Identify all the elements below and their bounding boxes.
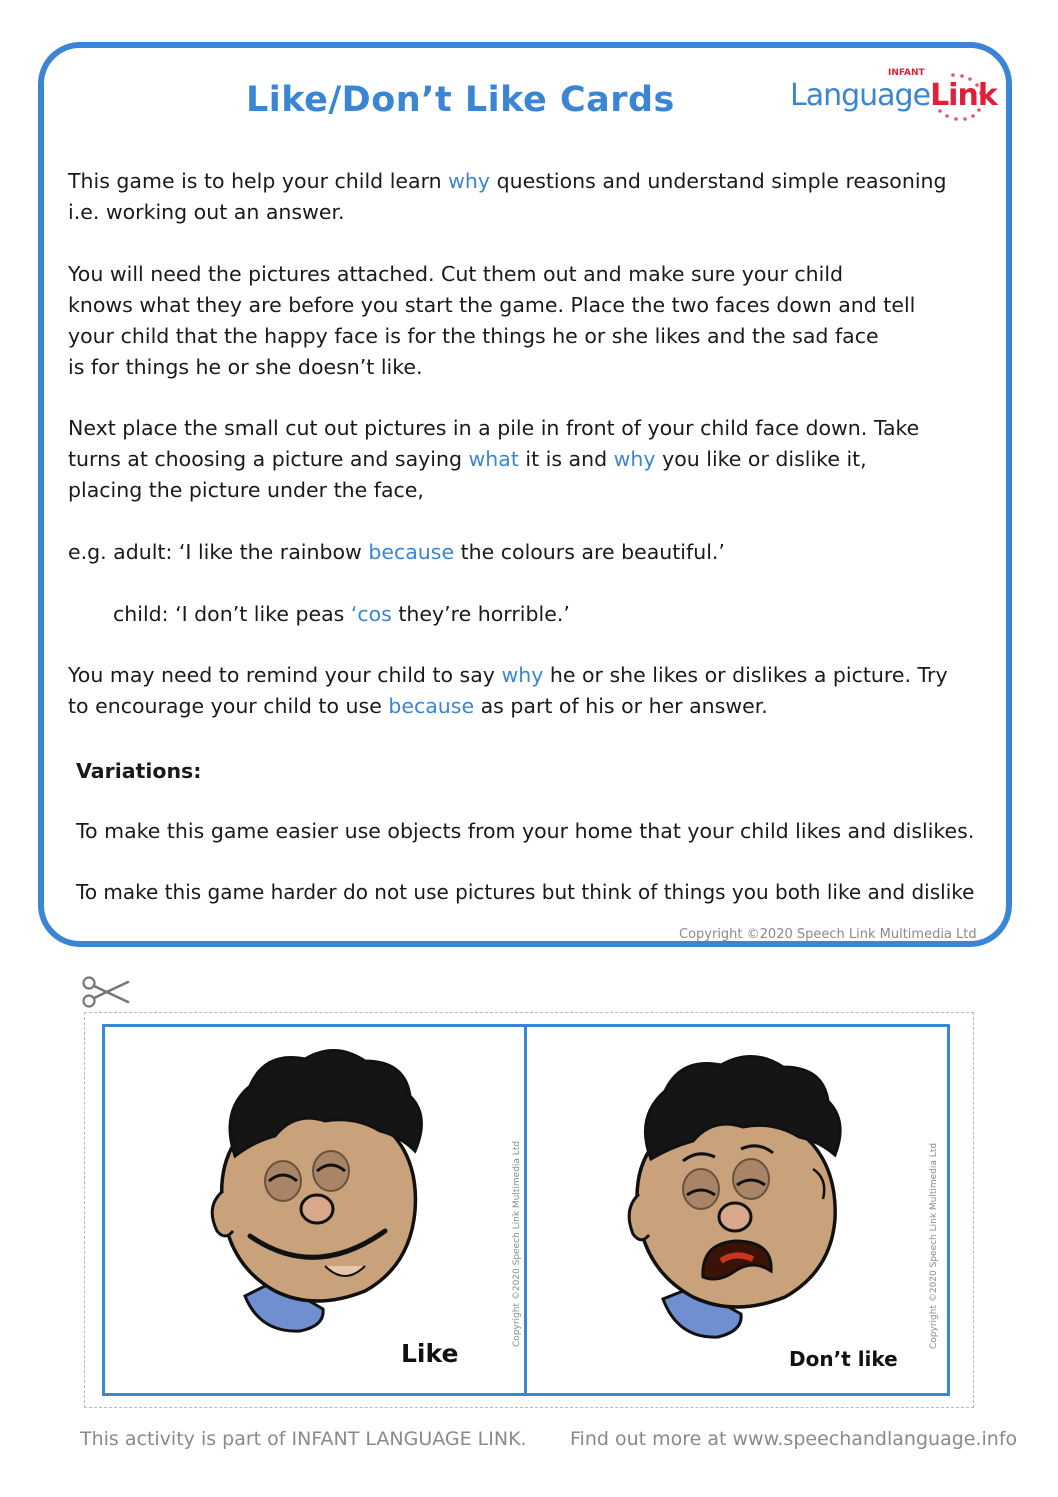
text-run: they’re horrible.’ bbox=[391, 602, 570, 626]
keyword-cos: ‘cos bbox=[350, 602, 392, 626]
text-line bbox=[68, 166, 947, 197]
text-line bbox=[68, 660, 948, 691]
text-line: placing the picture under the face, bbox=[68, 478, 424, 502]
logo-infant-text: INFANT bbox=[888, 68, 925, 78]
keyword-why: why bbox=[501, 663, 544, 687]
variations-heading bbox=[76, 756, 201, 787]
sad-face-icon bbox=[623, 1049, 853, 1353]
text-line: You will need the pictures attached. Cut them out and make sure your child bbox=[68, 262, 844, 286]
keyword-why: why bbox=[613, 447, 656, 471]
variation-easier bbox=[76, 816, 974, 847]
text-run: as part of his or her answer. bbox=[474, 694, 768, 718]
page-title: Like/Don’t Like Cards bbox=[246, 80, 675, 120]
keyword-why: why bbox=[448, 169, 491, 193]
text-line: is for things he or she doesn’t like. bbox=[68, 355, 423, 379]
text-line: your child that the happy face is for the things he or she likes and the sad face bbox=[68, 324, 879, 348]
keyword-because: because bbox=[388, 694, 475, 718]
text-line: To make this game easier use objects from your home that your child likes and dislikes. bbox=[76, 819, 975, 843]
like-card bbox=[102, 1024, 527, 1396]
logo-wordmark bbox=[790, 78, 997, 113]
text-line: knows what they are before you start the game. Place the two faces down and tell bbox=[68, 293, 916, 317]
text-line bbox=[68, 444, 919, 475]
logo-link-text: Link bbox=[930, 78, 997, 113]
text-run: you like or dislike it, bbox=[655, 447, 867, 471]
example-child bbox=[113, 599, 570, 630]
text-run: it is and bbox=[518, 447, 614, 471]
footer-website-link[interactable]: Find out more at www.speechandlanguage.info bbox=[570, 1428, 1018, 1450]
intro-paragraph-1 bbox=[68, 166, 947, 228]
scissors-icon bbox=[82, 975, 130, 1013]
text-line bbox=[113, 599, 570, 630]
intro-paragraph-2 bbox=[68, 259, 915, 383]
like-card-label: Like bbox=[401, 1339, 459, 1368]
text-run: the colours are beautiful.’ bbox=[454, 540, 725, 564]
text-line: Next place the small cut out pictures in a pile in front of your child face down. Take bbox=[68, 416, 920, 440]
example-adult bbox=[68, 537, 725, 568]
text-line bbox=[68, 691, 948, 722]
keyword-because: because bbox=[368, 540, 455, 564]
intro-paragraph-3 bbox=[68, 413, 919, 506]
text-run: he or she likes or dislikes a picture. Try bbox=[543, 663, 948, 687]
footer-activity-note: This activity is part of INFANT LANGUAGE LINK. bbox=[80, 1428, 527, 1450]
dont-like-card-label: Don’t like bbox=[789, 1347, 898, 1371]
like-card-copyright: Copyright ©2020 Speech Link Multimedia Ltd bbox=[512, 1140, 522, 1347]
text-line: i.e. working out an answer. bbox=[68, 200, 345, 224]
variation-harder bbox=[76, 877, 974, 908]
text-run: turns at choosing a picture and saying bbox=[68, 447, 469, 471]
text-line bbox=[68, 537, 725, 568]
logo-language-text: Language bbox=[790, 78, 931, 113]
text-run: e.g. adult: ‘I like the rainbow bbox=[68, 540, 369, 564]
happy-face-icon bbox=[205, 1041, 435, 1345]
copyright-text: Copyright ©2020 Speech Link Multimedia Ltd bbox=[679, 927, 977, 942]
language-link-logo bbox=[790, 68, 997, 124]
text-run: This game is to help your child learn bbox=[68, 169, 449, 193]
dont-like-card-copyright: Copyright ©2020 Speech Link Multimedia Ltd bbox=[929, 1142, 939, 1349]
text-line: To make this game harder do not use pictures but think of things you both like and dislike bbox=[76, 880, 975, 904]
text-run: child: ‘I don’t like peas bbox=[113, 602, 351, 626]
text-run: questions and understand simple reasoning bbox=[490, 169, 947, 193]
intro-paragraph-4 bbox=[68, 660, 948, 722]
text-run: to encourage your child to use bbox=[68, 694, 389, 718]
text-run: You may need to remind your child to say bbox=[68, 663, 502, 687]
keyword-what: what bbox=[468, 447, 519, 471]
text-line: Variations: bbox=[76, 759, 202, 783]
dont-like-card bbox=[524, 1024, 950, 1396]
